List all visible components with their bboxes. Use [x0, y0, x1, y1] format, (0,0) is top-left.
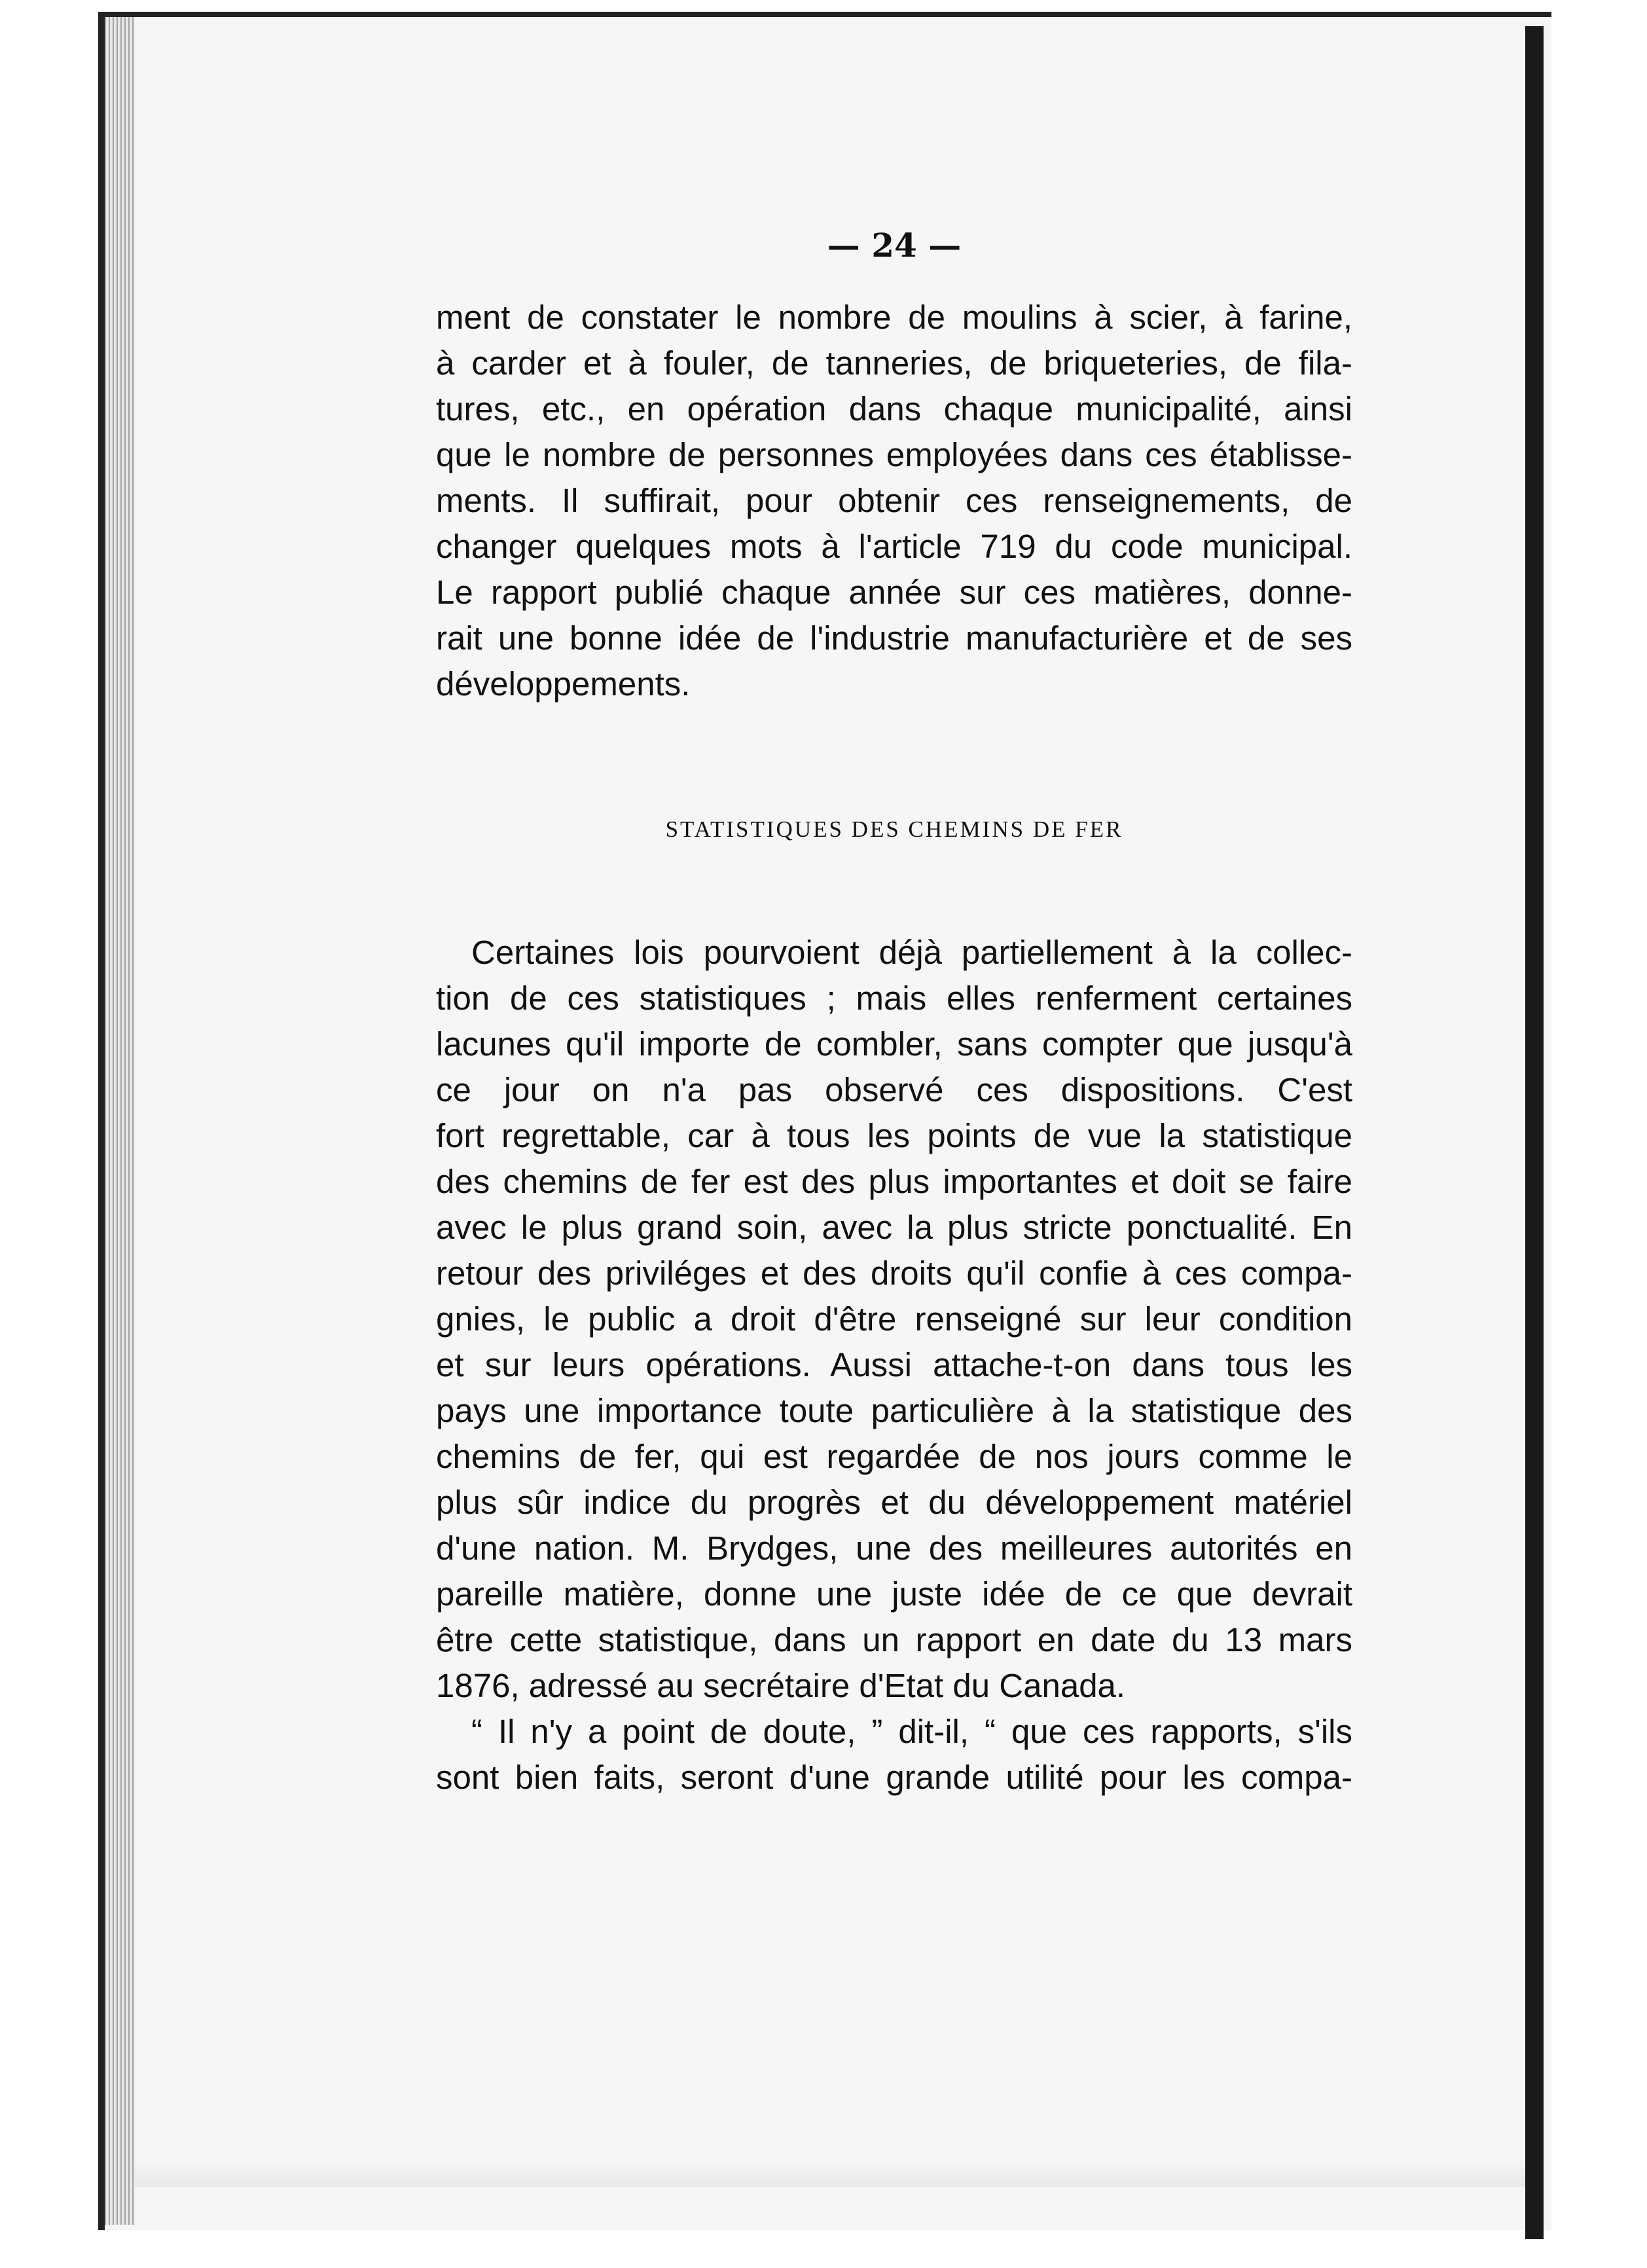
text-line: ments. Il suffirait, pour obtenir ces renseignements, de	[436, 482, 1352, 519]
section-heading: STATISTIQUES DES CHEMINS DE FER	[665, 816, 1123, 842]
text-line: que le nombre de personnes employées dans ces établisse-	[436, 436, 1352, 473]
text-line: 1876, adressé au secrétaire d'Etat du Canada.	[436, 1667, 1126, 1704]
paragraph-3	[436, 1709, 1352, 1801]
text-line: “ Il n'y a point de doute, ” dit-il, “ que ces rapports, s'ils	[471, 1713, 1352, 1750]
text-line: plus sûr indice du progrès et du développement matériel	[436, 1484, 1352, 1521]
text-line: sont bien faits, seront d'une grande utilité pour les compa-	[436, 1759, 1352, 1796]
page-bottom-shade	[135, 2161, 1525, 2187]
paragraph-1	[436, 295, 1352, 707]
text-line: fort regrettable, car à tous les points de vue la statistique	[436, 1117, 1352, 1154]
text-line: d'une nation. M. Brydges, une des meilleures autorités en	[436, 1529, 1352, 1567]
text-line: pareille matière, donne une juste idée de ce que devrait	[436, 1575, 1352, 1613]
text-line: avec le plus grand soin, avec la plus stricte ponctualité. En	[436, 1209, 1352, 1246]
text-line: lacunes qu'il importe de combler, sans compter que jusqu'à	[436, 1025, 1352, 1063]
text-line: et sur leurs opérations. Aussi attache-t-on dans tous les	[436, 1346, 1352, 1383]
text-line: développements.	[436, 665, 691, 703]
text-line: à carder et à fouler, de tanneries, de briqueteries, de fila-	[436, 344, 1352, 382]
scan-border-right	[1525, 26, 1544, 2239]
page-number: — 24 —	[827, 226, 962, 265]
text-line: des chemins de fer est des plus importantes et doit se faire	[436, 1163, 1352, 1200]
text-line: gnies, le public a droit d'être renseigné sur leur condition	[436, 1300, 1352, 1338]
paragraph-2	[436, 930, 1352, 1709]
text-line: être cette statistique, dans un rapport en date du 13 mars	[436, 1621, 1352, 1658]
text-line: changer quelques mots à l'article 719 du code municipal.	[436, 528, 1352, 565]
text-line: tion de ces statistiques ; mais elles renferment certaines	[436, 979, 1352, 1017]
page-content	[436, 219, 1352, 1801]
text-line: Certaines lois pourvoient déjà partiellement à la collec-	[471, 934, 1352, 971]
text-line: Le rapport publié chaque année sur ces matières, donne-	[436, 574, 1352, 611]
text-line: pays une importance toute particulière à la statistique des	[436, 1392, 1352, 1429]
text-line: retour des priviléges et des droits qu'il confie à ces compa-	[436, 1254, 1352, 1292]
text-line: tures, etc., en opération dans chaque municipalité, ainsi	[436, 390, 1352, 428]
text-line: chemins de fer, qui est regardée de nos jours comme le	[436, 1438, 1352, 1475]
text-line: rait une bonne idée de l'industrie manufacturière et de ses	[436, 619, 1352, 657]
text-line: ment de constater le nombre de moulins à scier, à farine,	[436, 299, 1352, 336]
text-line: ce jour on n'a pas observé ces dispositions. C'est	[436, 1071, 1352, 1108]
page-edges	[105, 17, 135, 2225]
